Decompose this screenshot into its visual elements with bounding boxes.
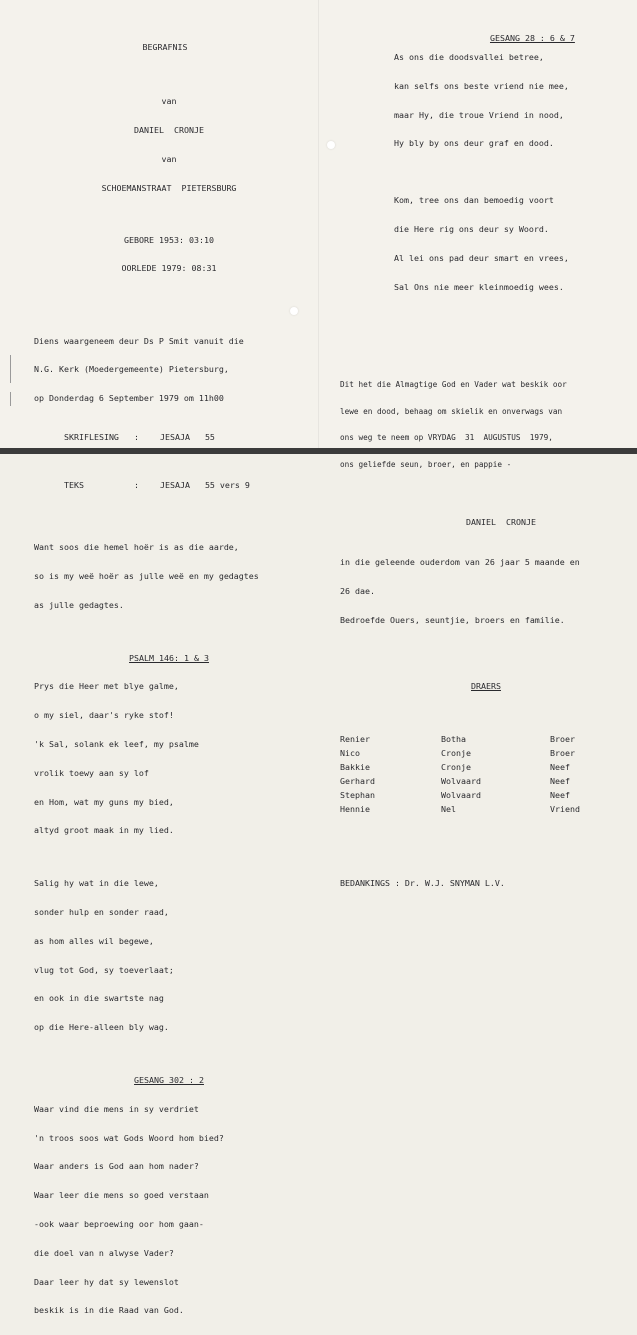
gesang-302-line: 'n troos soos wat Gods Woord hom bied? [34, 1132, 224, 1143]
verse-quote-1: Want soos die hemel hoër is as die aarde, [34, 542, 239, 553]
bearers-table [340, 735, 580, 819]
mourners-line: Bedroefde Ouers, seuntjie, broers en familie. [340, 614, 565, 625]
header-block [34, 24, 304, 293]
age-line-2: 26 dae. [340, 585, 375, 596]
reading-scripture: SKRIFLESING : JESAJA 55 [63, 431, 215, 442]
psalm-line: as hom alles wil begewe, [34, 935, 154, 946]
psalm-line: Prys die Heer met blye galme, [34, 681, 179, 692]
table-row: Bakkie Cronje Neef [340, 761, 570, 772]
gesang-28-line: Kom, tree ons dan bemoedig voort [394, 195, 554, 206]
gesang-28-line: Hy bly by ons deur graf en dood. [394, 138, 554, 149]
center-fold [318, 0, 319, 448]
announcement-line: ons weg te neem op VRYDAG 31 AUGUSTUS 1979, [340, 433, 553, 443]
gesang-28-line: Al lei ons pad deur smart en vrees, [394, 252, 569, 263]
gesang-28-line: As ons die doodsvallei betree, [394, 51, 544, 62]
announcement-line: Dit het die Almagtige God en Vader wat beskik oor [340, 380, 567, 390]
header-title: BEGRAFNIS [142, 42, 188, 53]
psalm-line: en Hom, wat my guns my bied, [34, 796, 174, 807]
gesang-28-line: kan selfs ons beste vriend nie mee, [394, 80, 569, 91]
service-line-2: N.G. Kerk (Moedergemeente) Pietersburg, [34, 364, 229, 375]
announcement-line: lewe en dood, behaag om skielik en onverwags van [340, 406, 563, 416]
scan-edge [0, 448, 637, 454]
gesang-28-title: GESANG 28 : 6 & 7 [489, 32, 575, 43]
gesang-28-line: maar Hy, die troue Vriend in nood, [394, 109, 564, 120]
gesang-302-line: beskik is in die Raad van God. [34, 1305, 184, 1316]
punch-hole-right [327, 141, 335, 149]
psalm-line: sonder hulp en sonder raad, [34, 907, 169, 918]
bearers-title: DRAERS [471, 680, 501, 691]
header-van-2: van [161, 153, 177, 164]
psalm-line: vrolik toewy aan sy lof [34, 767, 149, 778]
left-column [34, 5, 304, 1335]
header-died: OORLEDE 1979: 08:31 [121, 263, 217, 274]
psalm-line: 'k Sal, solank ek leef, my psalme [34, 738, 199, 749]
table-row: Stephan Wolvaard Neef [340, 789, 570, 800]
psalm-line: o my siel, daar's ryke stof! [34, 710, 174, 721]
deceased-name: DANIEL CRONJE [466, 516, 536, 527]
psalm-line: op die Here-alleen bly wag. [34, 1022, 169, 1033]
verse-quote-3: as julle gedagtes. [34, 599, 124, 610]
table-row: Hennie Nel Vriend [340, 803, 580, 814]
gesang-302-line: die doel van n alwyse Vader? [34, 1247, 174, 1258]
psalm-line: Salig hy wat in die lewe, [34, 878, 159, 889]
thanks-line: BEDANKINGS : Dr. W.J. SNYMAN L.V. [340, 877, 505, 888]
gesang-28-line: die Here rig ons deur sy Woord. [394, 224, 549, 235]
age-line-1: in die geleende ouderdom van 26 jaar 5 maande en [340, 557, 580, 568]
gesang-302-line: -ook waar beproewing oor hom gaan- [34, 1219, 204, 1230]
psalm-title: PSALM 146: 1 & 3 [129, 652, 209, 663]
table-row: Renier Botha Broer [340, 733, 575, 744]
gesang-302-line: Daar leer hy dat sy lewenslot [34, 1276, 179, 1287]
psalm-line: en ook in die swartste nag [34, 993, 164, 1004]
reading-text: TEKS : JESAJA 55 vers 9 [63, 479, 250, 490]
table-row: Gerhard Wolvaard Neef [340, 775, 570, 786]
gesang-28-line: Sal Ons nie meer kleinmoedig wees. [394, 281, 564, 292]
service-line-3: op Donderdag 6 September 1979 om 11h00 [34, 393, 224, 404]
psalm-line: vlug tot God, sy toeverlaat; [34, 964, 174, 975]
header-name: DANIEL CRONJE [134, 125, 204, 136]
margin-mark-upper [10, 355, 11, 383]
right-column [340, 5, 632, 908]
service-line-1: Diens waargeneem deur Ds P Smit vanuit die [34, 335, 244, 346]
table-row: Nico Cronje Broer [340, 747, 575, 758]
announcement-line: ons geliefde seun, broer, en pappie - [340, 459, 512, 469]
gesang-302-title: GESANG 302 : 2 [134, 1075, 204, 1086]
margin-mark-lower [10, 392, 11, 406]
header-born: GEBORE 1953: 03:10 [124, 234, 214, 245]
gesang-302-line: Waar leer die mens so goed verstaan [34, 1190, 209, 1201]
header-address: SCHOEMANSTRAAT PIETERSBURG [101, 182, 237, 193]
verse-quote-2: so is my weë hoër as julle weë en my gedagtes [34, 570, 259, 581]
psalm-line: altyd groot maak in my lied. [34, 825, 174, 836]
header-van-1: van [161, 96, 177, 107]
gesang-302-line: Waar vind die mens in sy verdriet [34, 1103, 199, 1114]
gesang-302-line: Waar anders is God aan hom nader? [34, 1161, 199, 1172]
